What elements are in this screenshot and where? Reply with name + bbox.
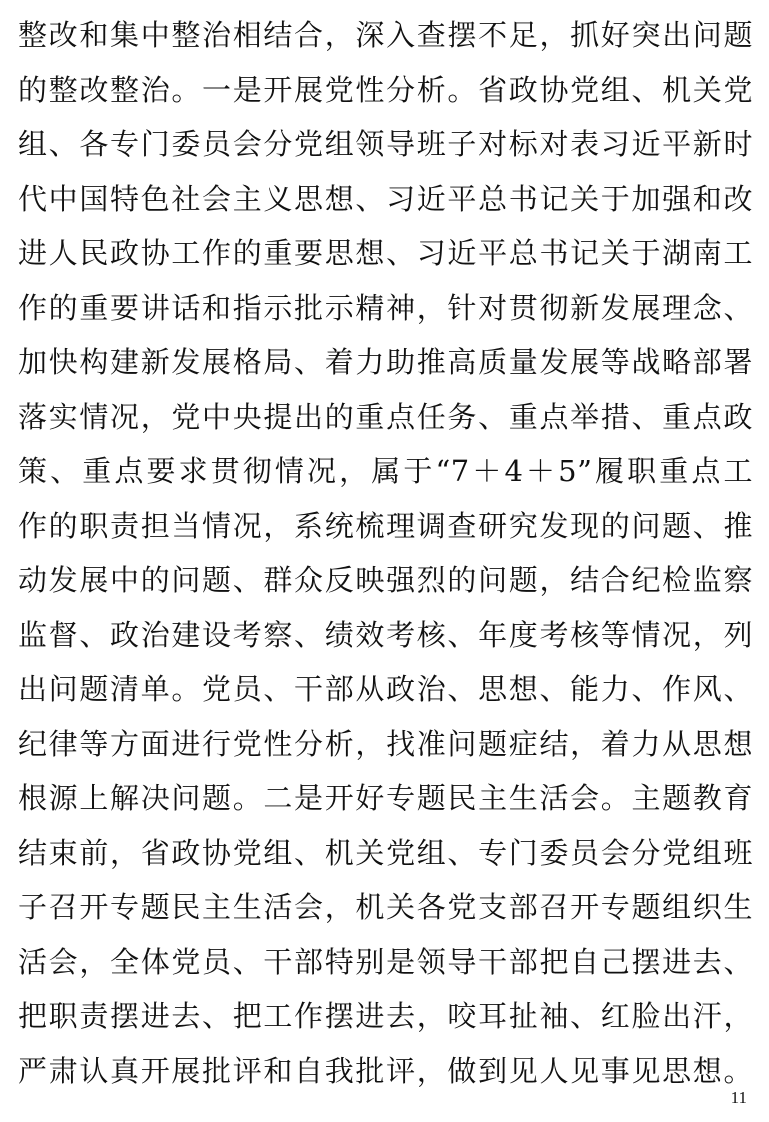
text-line: 整改和集中整治相结合，深入查摆不足，抓好突出问题 [18, 18, 753, 52]
text-line: 把职责摆进去、把工作摆进去，咬耳扯袖、红脸出汗， [18, 999, 753, 1033]
text-line: 严肃认真开展批评和自我批评，做到见人见事见思想。 [18, 1053, 753, 1088]
text-line: 子召开专题民主生活会，机关各党支部召开专题组织生 [18, 890, 753, 924]
text-line: 动发展中的问题、群众反映强烈的问题，结合纪检监察 [18, 563, 753, 597]
text-line: 根源上解决问题。二是开好专题民主生活会。主题教育 [18, 781, 753, 815]
text-line: 代中国特色社会主义思想、习近平总书记关于加强和改 [18, 181, 753, 216]
text-line: 作的重要讲话和指示批示精神，针对贯彻新发展理念、 [18, 290, 753, 325]
text-line: 加快构建新发展格局、着力助推高质量发展等战略部署 [18, 345, 753, 379]
text-line: 落实情况，党中央提出的重点任务、重点举措、重点政 [18, 399, 753, 434]
text-line: 的整改整治。一是开展党性分析。省政协党组、机关党 [18, 72, 753, 107]
text-line: 策、重点要求贯彻情况，属于“7＋4＋5”履职重点工 [18, 454, 753, 488]
text-line: 作的职责担当情况，系统梳理调查研究发现的问题、推 [18, 508, 753, 543]
text-line: 进人民政协工作的重要思想、习近平总书记关于湖南工 [18, 236, 753, 270]
text-line: 监督、政治建设考察、绩效考核、年度考核等情况，列 [18, 617, 753, 652]
text-line: 活会，全体党员、干部特别是领导干部把自己摆进去、 [18, 944, 753, 979]
text-line: 结束前，省政协党组、机关党组、专门委员会分党组班 [18, 835, 753, 870]
body-text [18, 8, 753, 1098]
page-number: 11 [730, 1088, 747, 1107]
text-line: 纪律等方面进行党性分析，找准问题症结，着力从思想 [18, 726, 753, 761]
text-line: 出问题清单。党员、干部从政治、思想、能力、作风、 [18, 672, 753, 706]
text-line: 组、各专门委员会分党组领导班子对标对表习近平新时 [18, 127, 753, 161]
